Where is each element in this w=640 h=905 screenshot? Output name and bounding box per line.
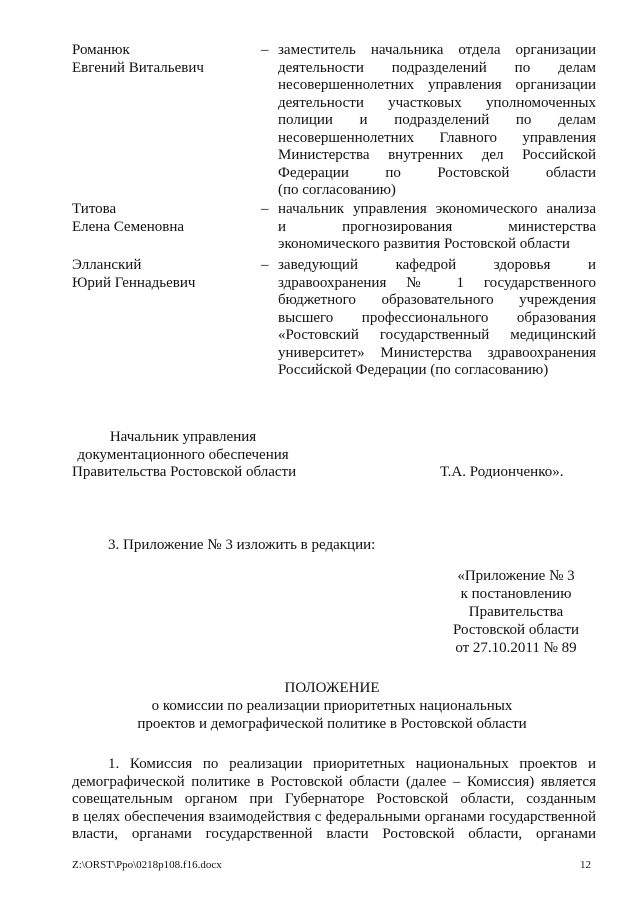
appendix-line: Ростовской области	[453, 622, 579, 638]
paragraph-line: в целях обеспечения взаимодействия с федеральными органами государственной	[72, 808, 596, 825]
member-dash: –	[261, 257, 269, 273]
position-line: полиции и подразделений по делам	[278, 112, 596, 128]
appendix-line: к постановлению	[460, 586, 572, 602]
regulation-subtitle: о комиссии по реализации приоритетных национальных	[151, 698, 513, 714]
position-line: «Ростовский государственный медицинский	[278, 327, 596, 343]
position-line: несовершеннолетних управления организации	[278, 77, 596, 93]
position-line: здравоохранения № 1 государственного	[278, 274, 596, 291]
member-dash: –	[261, 42, 269, 58]
member-entry	[72, 42, 596, 202]
regulation-title	[72, 679, 592, 733]
member-entry	[72, 201, 596, 257]
position-line: университет» Министерства здравоохранения	[278, 344, 596, 361]
paragraph-line: власти, органами государственной власти Ростовской области, органами	[72, 826, 596, 842]
member-position	[278, 257, 596, 380]
position-line: бюджетного образовательного учреждения	[278, 292, 596, 308]
position-line: деятельности подразделений по делам	[278, 59, 596, 76]
member-entry	[72, 257, 596, 383]
amendment-item: 3. Приложение № 3 изложить в редакции:	[108, 537, 376, 553]
signature-title-line: Начальник управления	[109, 429, 257, 445]
signatory-name: Т.А. Родионченко».	[440, 464, 564, 480]
member-given-names: Евгений Витальевич	[72, 59, 204, 76]
position-line: и прогнозирования министерства	[278, 218, 596, 235]
appendix-line: от 27.10.2011 № 89	[455, 640, 577, 656]
position-line: Федерации по Ростовской области	[278, 164, 596, 181]
member-given-names: Юрий Геннадьевич	[72, 274, 196, 291]
member-name	[72, 257, 252, 292]
position-line: заместитель начальника отдела организации	[278, 42, 596, 58]
member-surname: Титова	[72, 201, 117, 217]
position-line: начальник управления экономического анализа	[278, 201, 596, 217]
member-surname: Романюк	[72, 42, 130, 58]
position-line: (по согласованию)	[278, 182, 396, 198]
member-dash: –	[261, 201, 269, 217]
paragraph-line: совещательным органом при Губернаторе Ростовской области, созданным	[72, 791, 596, 807]
paragraph-line: демографической политике в Ростовской области (далее – Комиссия) является	[72, 773, 596, 790]
position-line: несовершеннолетних Главного управления	[278, 129, 596, 146]
page-number: 12	[580, 859, 591, 871]
member-position	[278, 42, 596, 200]
signature-title-line: Правительства Ростовской области	[72, 464, 297, 480]
appendix-reference	[420, 567, 612, 657]
regulation-subtitle: проектов и демографической политике в Ростовской области	[137, 716, 527, 732]
position-line: деятельности участковых уполномоченных	[278, 94, 596, 111]
member-name	[72, 201, 252, 236]
regulation-heading: ПОЛОЖЕНИЕ	[284, 680, 380, 696]
appendix-line: «Приложение № 3	[457, 568, 575, 584]
footer-file-path: Z:\ORST\Ppo\0218p108.f16.docx	[72, 859, 222, 871]
member-position	[278, 201, 596, 254]
position-line: высшего профессионального образования	[278, 309, 596, 326]
member-name	[72, 42, 252, 77]
member-given-names: Елена Семеновна	[72, 218, 185, 235]
member-surname: Элланский	[72, 257, 142, 273]
position-line: заведующий кафедрой здоровья и	[278, 257, 596, 273]
position-line: Министерства внутренних дел Российской	[278, 147, 596, 163]
signature-title-line: документационного обеспечения	[77, 446, 289, 463]
position-line: Российской Федерации (по согласованию)	[278, 362, 549, 378]
position-line: экономического развития Ростовской области	[278, 236, 570, 252]
signature-block	[72, 429, 592, 485]
appendix-line: Правительства	[468, 604, 564, 620]
paragraph-1	[72, 756, 596, 844]
paragraph-line: 1. Комиссия по реализации приоритетных национальных проектов и	[108, 756, 596, 772]
